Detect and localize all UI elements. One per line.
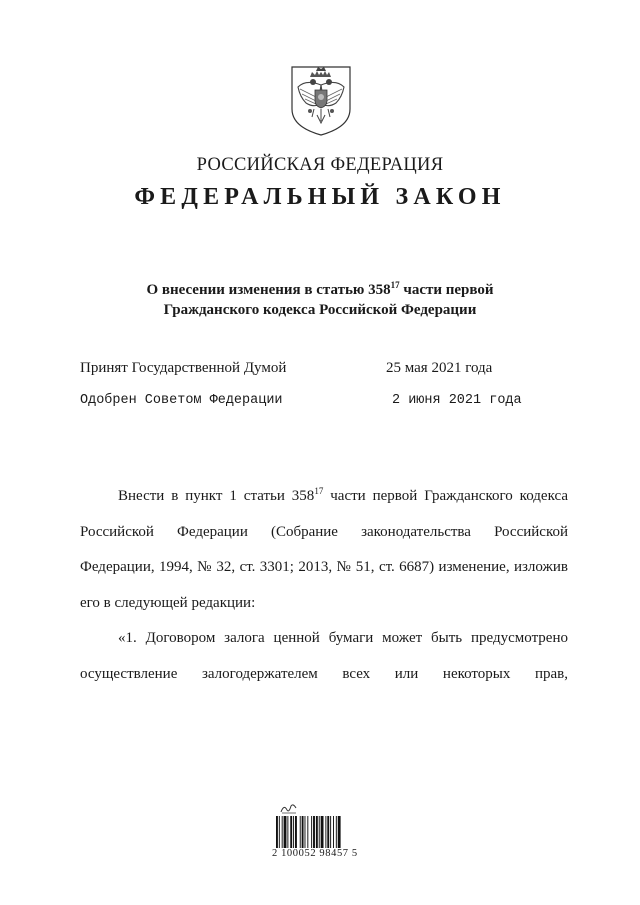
barcode-bar [276, 816, 278, 848]
country-name: РОССИЙСКАЯ ФЕДЕРАЦИЯ [196, 155, 444, 175]
title-text-after: части первой [399, 282, 494, 298]
law-title [0, 280, 640, 320]
barcode-bar [321, 816, 324, 848]
paragraph-text-after: части первой Гражданского кодекса Российской Федерации (Собрание законодательства Российской Федерации, 1994, № 32, ст. 3301; 2013, № 51, ст. 6687) изменение, изложив его в следующей редакции: [80, 488, 568, 611]
adopted-date: 25 мая 2021 года [386, 360, 493, 376]
barcode-bar [330, 816, 331, 848]
barcode-bar [279, 816, 280, 848]
paragraph-text: Внести в пункт 1 статьи 358 [118, 488, 315, 504]
title-superscript: 17 [390, 280, 400, 290]
barcode-bar [295, 816, 297, 848]
barcode-bar [333, 816, 334, 848]
barcode-bar [293, 816, 294, 848]
barcode-bar [287, 816, 288, 848]
law-title-line-1 [0, 280, 640, 300]
barcode-bar [327, 816, 329, 848]
adopted-row [80, 360, 560, 377]
paragraph-superscript: 17 [314, 486, 324, 496]
approved-label: Одобрен Советом Федерации [80, 393, 283, 408]
law-title-line-2: Гражданского кодекса Российской Федерации [163, 302, 477, 318]
title-text: О внесении изменения в статью 358 [146, 282, 391, 298]
barcode-bar [338, 816, 341, 848]
barcode-bar [284, 816, 287, 848]
body-paragraph-1 [80, 479, 568, 621]
adopted-label: Принят Государственной Думой [80, 360, 287, 376]
barcode-bar [302, 816, 304, 848]
barcode-bar [290, 816, 292, 848]
barcode-bar [307, 816, 308, 848]
barcode-bar [325, 816, 326, 848]
body-paragraph-2: «1. Договором залога ценной бумаги может быть предусмотрено осуществление залогодержателем всех или некоторых прав, [80, 630, 568, 682]
coat-of-arms-icon [288, 63, 354, 137]
approved-date: 2 июня 2021 года [392, 393, 522, 408]
approved-row [80, 393, 560, 408]
barcode-bar [313, 816, 315, 848]
barcode-bar [305, 816, 306, 848]
barcode-bar [319, 816, 320, 848]
barcode-bar [300, 816, 301, 848]
barcode-bar [336, 816, 337, 848]
barcode-icon [276, 816, 364, 848]
barcode-bar [311, 816, 312, 848]
barcode-number: 2 100052 98457 5 [272, 848, 358, 859]
barcode-bar [282, 816, 283, 848]
barcode-bar [316, 816, 318, 848]
registration-mark-icon [280, 802, 298, 814]
document-type: ФЕДЕРАЛЬНЫЙ ЗАКОН [134, 184, 506, 210]
